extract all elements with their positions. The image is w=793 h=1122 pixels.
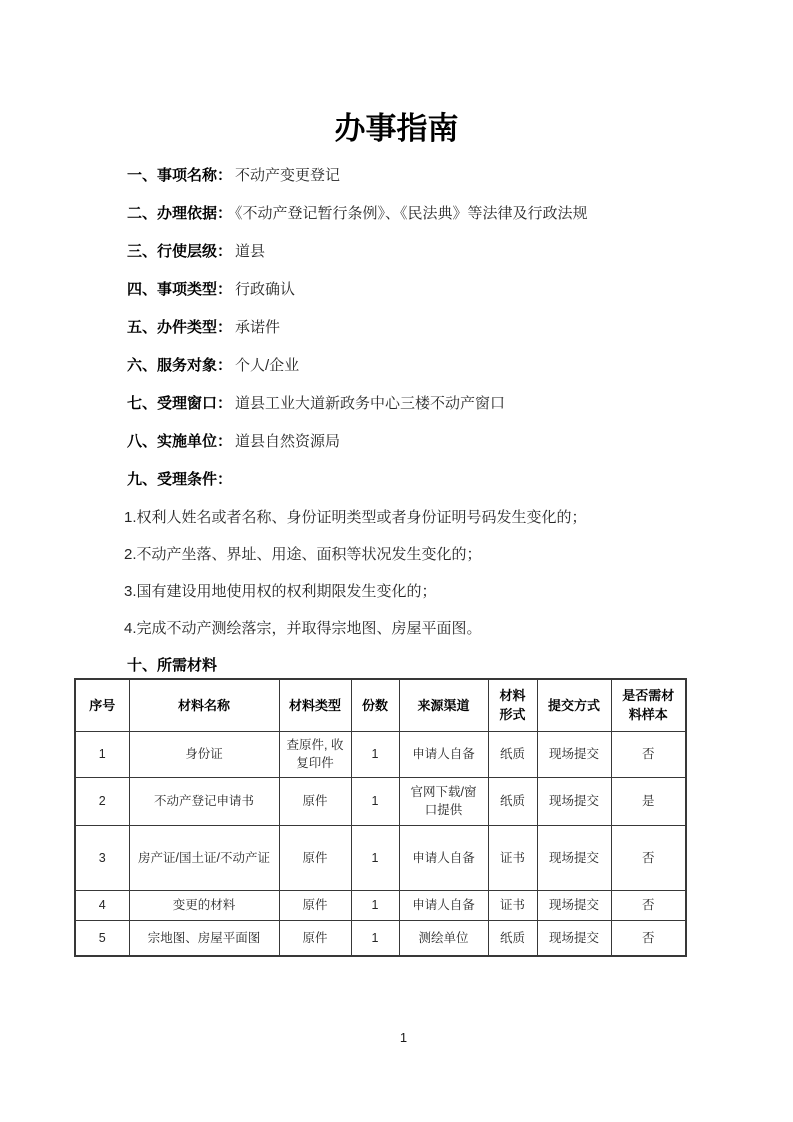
table-cell: 纸质 bbox=[488, 731, 537, 777]
table-cell: 测绘单位 bbox=[399, 920, 488, 956]
table-cell: 查原件, 收复印件 bbox=[279, 731, 351, 777]
table-header-cell: 材料名称 bbox=[129, 679, 279, 731]
item-label: 四、事项类型： bbox=[127, 281, 233, 298]
table-cell: 申请人自备 bbox=[399, 890, 488, 920]
table-cell: 官网下载/窗口提供 bbox=[399, 777, 488, 825]
item-label: 五、办件类型： bbox=[127, 319, 233, 336]
document-title: 办事指南 bbox=[334, 111, 459, 146]
table-cell: 原件 bbox=[279, 920, 351, 956]
condition-paragraph: 3.国有建设用地使用权的权利期限发生变化的； bbox=[124, 583, 437, 600]
table-cell: 1 bbox=[75, 731, 129, 777]
table-cell: 不动产登记申请书 bbox=[129, 777, 279, 825]
list-item bbox=[127, 356, 723, 376]
item-label: 二、办理依据： bbox=[127, 205, 233, 222]
table-cell: 1 bbox=[351, 731, 399, 777]
table-header-cell: 材料类型 bbox=[279, 679, 351, 731]
item-value: 道县 bbox=[235, 243, 266, 260]
table-cell: 变更的材料 bbox=[129, 890, 279, 920]
table-row bbox=[75, 890, 686, 920]
table-header-cell: 是否需材料样本 bbox=[611, 679, 686, 731]
item-value: 《不动产登记暂行条例》、《民法典》等法律及行政法规 bbox=[235, 205, 588, 222]
item-label: 六、服务对象： bbox=[127, 357, 233, 374]
table-cell: 证书 bbox=[488, 825, 537, 890]
materials-section-heading: 十、所需材料 bbox=[127, 657, 218, 674]
table-cell: 房产证/国土证/不动产证 bbox=[129, 825, 279, 890]
table-header-cell: 材料形式 bbox=[488, 679, 537, 731]
list-item bbox=[127, 318, 723, 338]
item-value: 行政确认 bbox=[235, 281, 296, 298]
table-header-cell: 提交方式 bbox=[537, 679, 611, 731]
list-item bbox=[127, 280, 723, 300]
table-cell: 1 bbox=[351, 920, 399, 956]
condition-paragraph: 4.完成不动产测绘落宗，并取得宗地图、房屋平面图。 bbox=[124, 620, 482, 637]
table-cell: 5 bbox=[75, 920, 129, 956]
table-cell: 否 bbox=[611, 890, 686, 920]
materials-table bbox=[74, 678, 687, 957]
acceptance-conditions bbox=[124, 508, 723, 639]
list-item bbox=[127, 204, 723, 224]
table-cell: 原件 bbox=[279, 825, 351, 890]
table-cell: 现场提交 bbox=[537, 825, 611, 890]
item-label: 一、事项名称： bbox=[127, 167, 233, 184]
table-header-cell: 来源渠道 bbox=[399, 679, 488, 731]
table-cell: 3 bbox=[75, 825, 129, 890]
table-cell: 身份证 bbox=[129, 731, 279, 777]
item-value: 道县工业大道新政务中心三楼不动产窗口 bbox=[235, 395, 506, 412]
item-label: 七、受理窗口： bbox=[127, 395, 233, 412]
table-cell: 申请人自备 bbox=[399, 825, 488, 890]
table-cell: 纸质 bbox=[488, 920, 537, 956]
item-label: 八、实施单位： bbox=[127, 433, 233, 450]
table-cell: 1 bbox=[351, 890, 399, 920]
list-item bbox=[127, 394, 723, 414]
table-cell: 现场提交 bbox=[537, 777, 611, 825]
item-value: 不动产变更登记 bbox=[235, 167, 341, 184]
item-value: 个人/企业 bbox=[235, 357, 300, 374]
condition-paragraph: 1.权利人姓名或者名称、身份证明类型或者身份证明号码发生变化的； bbox=[124, 509, 587, 526]
table-cell: 证书 bbox=[488, 890, 537, 920]
table-cell: 现场提交 bbox=[537, 731, 611, 777]
table-row bbox=[75, 731, 686, 777]
table-cell: 申请人自备 bbox=[399, 731, 488, 777]
table-header-cell: 序号 bbox=[75, 679, 129, 731]
table-cell: 4 bbox=[75, 890, 129, 920]
list-item bbox=[127, 166, 723, 186]
item-value: 承诺件 bbox=[235, 319, 281, 336]
list-item bbox=[127, 432, 723, 452]
table-cell: 原件 bbox=[279, 777, 351, 825]
table-cell: 否 bbox=[611, 825, 686, 890]
table-cell: 否 bbox=[611, 731, 686, 777]
table-cell: 2 bbox=[75, 777, 129, 825]
table-row bbox=[75, 825, 686, 890]
table-row bbox=[75, 920, 686, 956]
item-list bbox=[127, 166, 723, 490]
table-cell: 宗地图、房屋平面图 bbox=[129, 920, 279, 956]
page-number: 1 bbox=[399, 1030, 408, 1045]
table-header-cell: 份数 bbox=[351, 679, 399, 731]
table-cell: 1 bbox=[351, 825, 399, 890]
table-cell: 否 bbox=[611, 920, 686, 956]
table-cell: 现场提交 bbox=[537, 920, 611, 956]
table-row bbox=[75, 777, 686, 825]
table-cell: 纸质 bbox=[488, 777, 537, 825]
item-value: 道县自然资源局 bbox=[235, 433, 341, 450]
condition-paragraph: 2.不动产坐落、界址、用途、面积等状况发生变化的； bbox=[124, 546, 482, 563]
table-cell: 是 bbox=[611, 777, 686, 825]
item-label: 九、受理条件： bbox=[127, 471, 233, 488]
table-cell: 原件 bbox=[279, 890, 351, 920]
table-header-row bbox=[75, 679, 686, 731]
list-item bbox=[127, 242, 723, 262]
table-cell: 现场提交 bbox=[537, 890, 611, 920]
item-label: 三、行使层级： bbox=[127, 243, 233, 260]
list-item bbox=[127, 470, 723, 490]
table-cell: 1 bbox=[351, 777, 399, 825]
